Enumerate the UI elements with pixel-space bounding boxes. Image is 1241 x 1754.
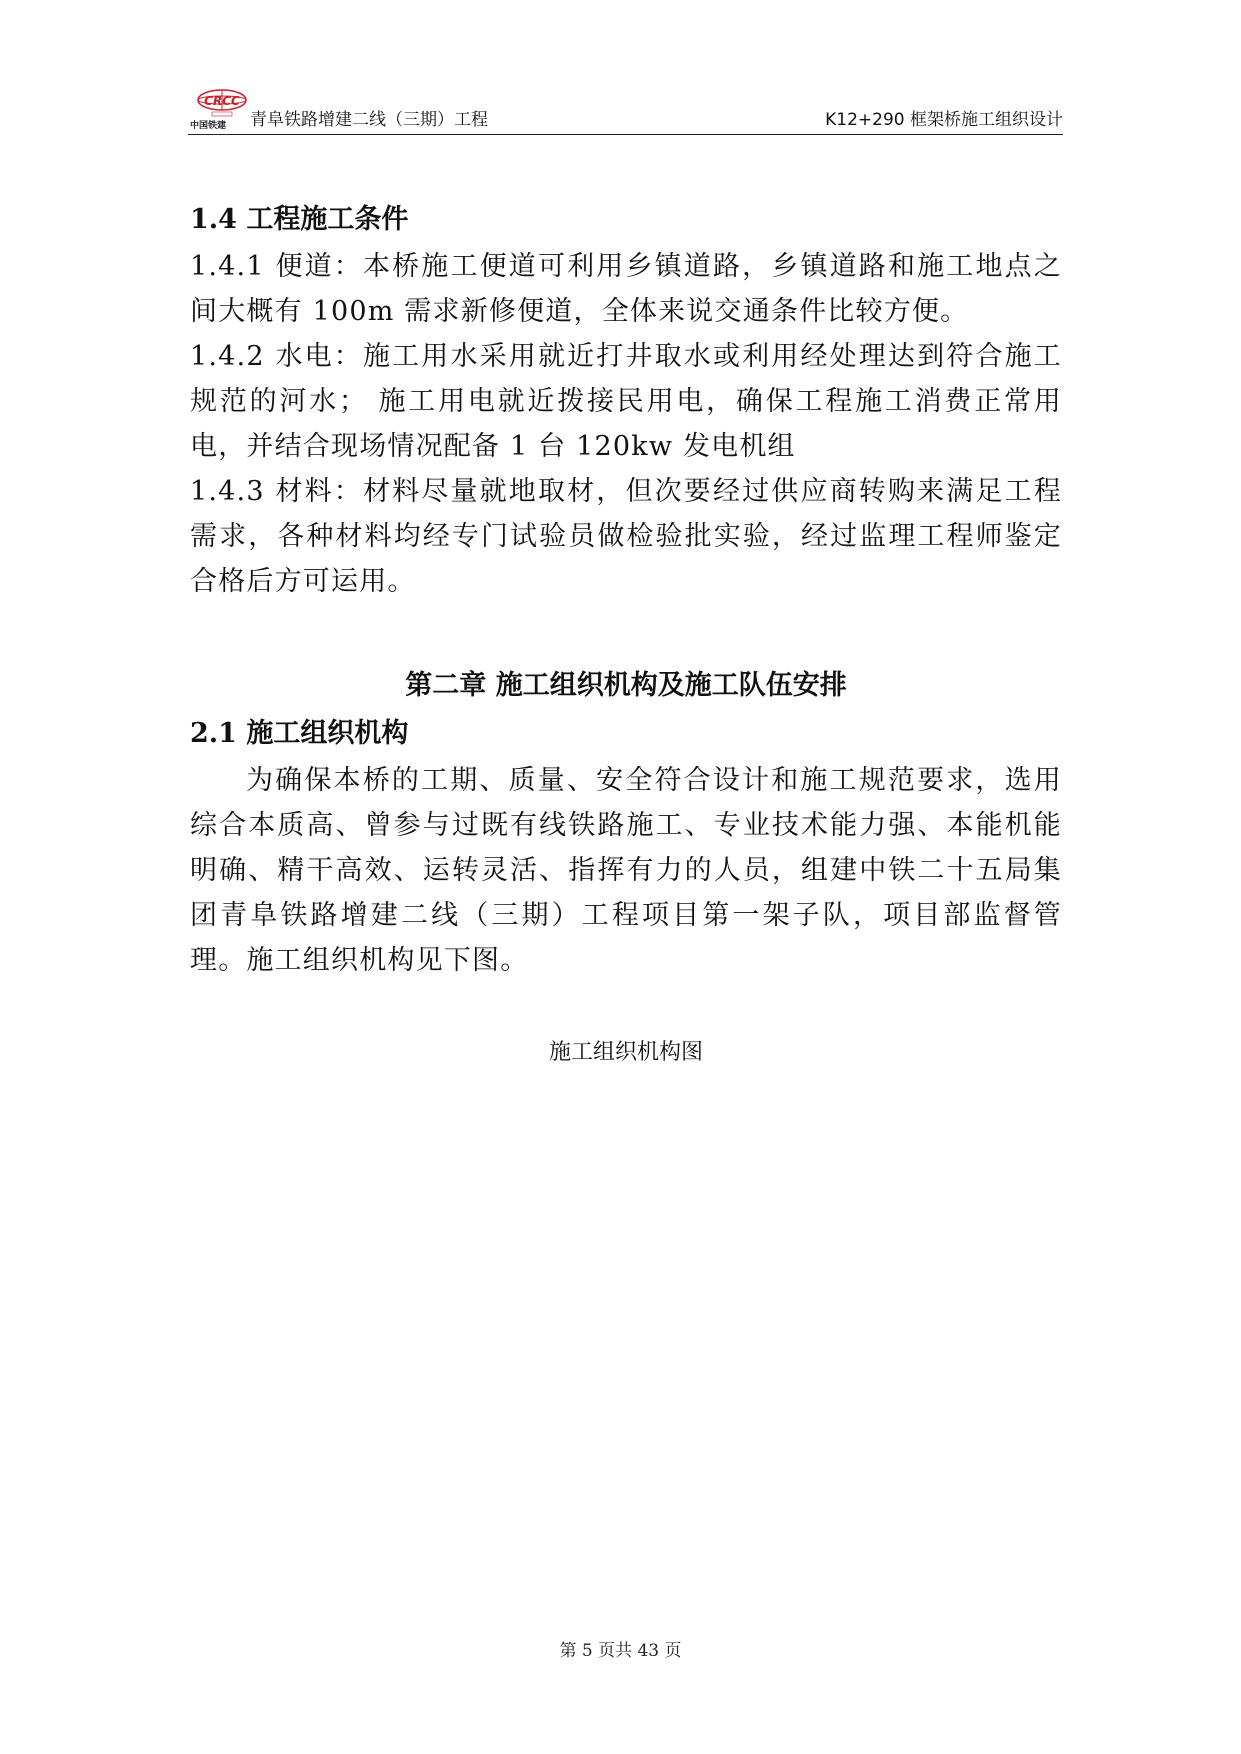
figure-caption: 施工组织机构图 (548, 1040, 703, 1065)
svg-text:CRCC: CRCC (204, 94, 240, 108)
header-project-title: 青阜铁路增建二线（三期）工程 (250, 110, 488, 130)
paragraph-access-road: 1.4.1 便道：本桥施工便道可利用乡镇道路，乡镇道路和施工地点之间大概有 100m 需求新修便道，全体来说交通条件比较方便。 (190, 251, 1062, 327)
section-1-4-heading: 1.4 工程施工条件 (190, 204, 409, 235)
svg-text:中国铁建: 中国铁建 (189, 121, 227, 131)
paragraph-water-power: 1.4.2 水电：施工用水采用就近打井取水或利用经处理达到符合施工规范的河水； 施工用电就近拨接民用电，确保工程施工消费正常用电，并结合现场情况配备 1 台 120kw 发电机组 (190, 341, 1062, 462)
page-number: 第 5 页共 43 页 (559, 1641, 682, 1661)
paragraph-organization: 为确保本桥的工期、质量、安全符合设计和施工规范要求，选用综合本质高、曾参与过既有线铁路施工、专业技术能力强、本能机能明确、精干高效、运转灵活、指挥有力的人员，组建中铁二十五局集团青阜铁路增建二线（三期）工程项目第一架子队，项目部监督管理。施工组织机构见下图。 (190, 765, 1062, 976)
page-content (190, 196, 1062, 1066)
paragraph-materials: 1.4.3 材料：材料尽量就地取材，但次要经过供应商转购来满足工程需求，各种材料均经专门试验员做检验批实验，经过监理工程师鉴定合格后方可运用。 (190, 476, 1062, 597)
crcc-logo (188, 86, 250, 132)
section-2-1-heading: 2.1 施工组织机构 (190, 718, 409, 749)
chapter-2-title: 第二章 施工组织机构及施工队伍安排 (405, 670, 847, 701)
header-document-title: K12+290 框架桥施工组织设计 (825, 110, 1063, 130)
page-header (188, 86, 1063, 135)
